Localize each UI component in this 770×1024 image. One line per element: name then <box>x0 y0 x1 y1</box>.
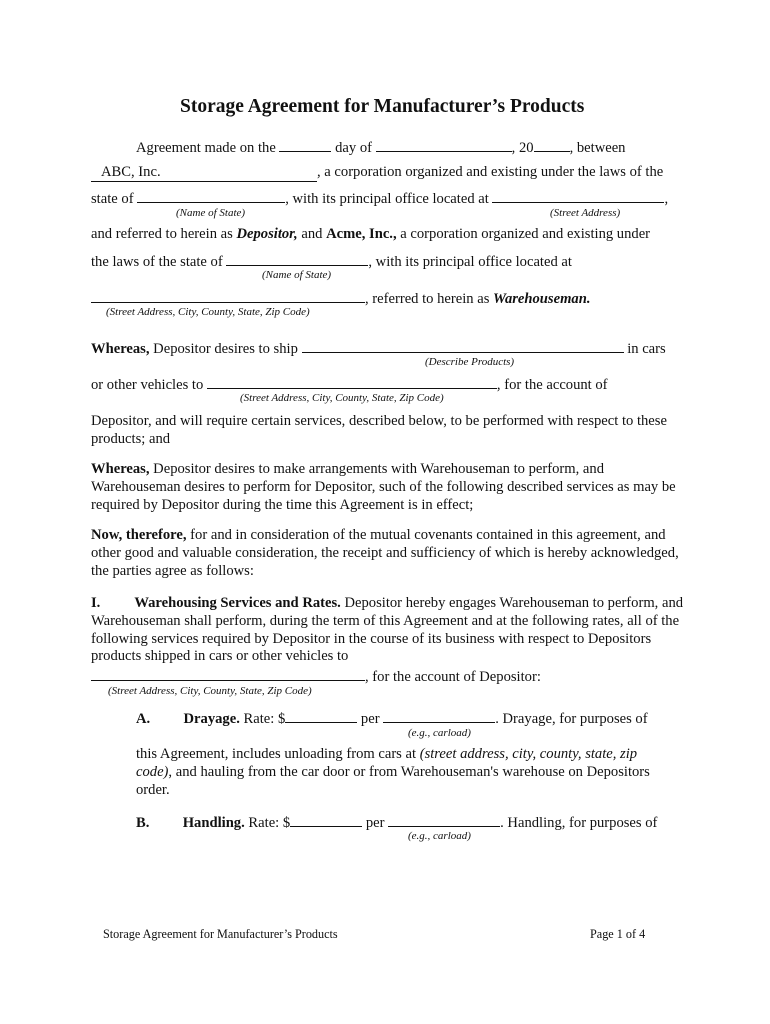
drayage-line <box>136 709 648 728</box>
whereas-label-2: Whereas, <box>91 461 150 477</box>
drayage-unit-blank[interactable] <box>383 709 495 723</box>
full-address-caption-2: (Street Address, City, County, State, Zip Code) <box>240 392 444 404</box>
section-address-line <box>91 667 541 686</box>
corporation-text-2: a corporation organized and existing under <box>400 226 651 242</box>
full-address-caption-3: (Street Address, City, County, State, Zip Code) <box>108 685 312 697</box>
drayage-tail-text: . Drayage, for purposes of <box>495 711 648 727</box>
agreement-made-label: Agreement made on the <box>136 140 276 156</box>
services-paragraph: Depositor, and will require certain services, described below, to be performed with respect to these products; and <box>91 413 667 447</box>
principal-office-label: , with its principal office located at <box>285 191 489 207</box>
comma: , <box>664 191 669 207</box>
street-address-caption: (Street Address) <box>550 207 621 219</box>
handling-rate-label: Rate: $ <box>248 815 291 831</box>
laws-line <box>91 252 572 271</box>
corporation-text: , a corporation organized and existing under the laws of the <box>317 164 664 180</box>
document-title: Storage Agreement for Manufacturer’s Products <box>180 96 585 117</box>
handling-unit-blank[interactable] <box>388 813 500 827</box>
account-depositor-text: , for the account of Depositor: <box>365 669 541 685</box>
in-cars-text: in cars <box>627 341 666 357</box>
handling-line <box>136 813 657 832</box>
state-of-label: state of <box>91 191 134 207</box>
principal-office-label-2: , with its principal office located at <box>368 254 572 270</box>
drayage-desc-b: (street address, city, county, state, zip code) <box>136 746 638 780</box>
referred-label-2: , referred to herein as <box>365 291 490 307</box>
page-number: Page 1 of 4 <box>590 927 646 941</box>
depositor-term: Depositor, <box>236 226 298 242</box>
warehouseman-name: Acme, Inc., <box>326 226 397 242</box>
referred-line <box>91 226 650 243</box>
drayage-description <box>136 746 676 799</box>
address-blank[interactable] <box>91 289 365 303</box>
products-blank[interactable] <box>302 339 624 353</box>
carload-caption-1: (e.g., carload) <box>408 727 471 739</box>
state-blank-2[interactable] <box>226 252 368 266</box>
drayage-heading: Drayage. <box>183 711 240 727</box>
account-text: , for the account of <box>496 377 608 393</box>
agreement-date-line <box>136 138 625 157</box>
ship-text: Depositor desires to ship <box>153 341 298 357</box>
handling-per-label: per <box>365 815 385 831</box>
month-blank[interactable] <box>376 138 512 152</box>
name-of-state-caption: (Name of State) <box>176 207 246 219</box>
whereas-ship-line <box>91 339 666 358</box>
now-therefore-paragraph <box>91 527 687 580</box>
year-prefix: , 20 <box>511 140 534 156</box>
now-therefore-label: Now, therefore, <box>91 527 187 543</box>
destination-blank[interactable] <box>207 375 497 389</box>
arrangements-text: Depositor desires to make arrangements with Warehouseman to perform, and Warehouseman desires to perform for Depositor, such of the following described services as may be required by Depositor during the time this Agreement is in effect; <box>91 461 676 513</box>
between-label: , between <box>569 140 626 156</box>
describe-products-caption: (Describe Products) <box>425 356 515 368</box>
day-blank[interactable] <box>279 138 331 152</box>
whereas-arrangements-paragraph <box>91 461 687 514</box>
section-one-paragraph <box>91 595 687 666</box>
whereas-label: Whereas, <box>91 341 150 357</box>
name-of-state-caption-2: (Name of State) <box>262 269 332 281</box>
laws-state-label: the laws of the state of <box>91 254 223 270</box>
section-heading: Warehousing Services and Rates. <box>134 595 341 611</box>
drayage-per-label: per <box>360 711 380 727</box>
and-label: and <box>301 226 323 242</box>
handling-tail-text: . Handling, for purposes of <box>500 815 658 831</box>
drayage-rate-label: Rate: $ <box>243 711 286 727</box>
footer-title: Storage Agreement for Manufacturer’s Products <box>103 927 338 941</box>
street-blank[interactable] <box>492 189 664 203</box>
warehouseman-term: Warehouseman. <box>493 291 591 307</box>
drayage-desc-a: this Agreement, includes unloading from cars at <box>136 746 417 762</box>
item-b-letter: B. <box>136 815 150 831</box>
drayage-desc-c: , and hauling from the car door or from Warehouseman's warehouse on Depositors order. <box>136 763 650 798</box>
consideration-text: for and in consideration of the mutual covenants contained in this agreement, and other good and valuable consideration, the receipt and sufficiency of which is hereby acknowledged, the parties agree as follows: <box>91 527 679 579</box>
depositor-name[interactable]: ABC, Inc. <box>91 164 317 182</box>
vehicles-text: or other vehicles to <box>91 377 204 393</box>
day-of-label: day of <box>335 140 373 156</box>
item-a-letter: A. <box>136 711 151 727</box>
section-number: I. <box>91 595 101 611</box>
state-office-line <box>91 189 668 208</box>
party-one-line <box>91 164 663 182</box>
section-text: Depositor hereby engages Warehouseman to perform, and Warehouseman shall perform, during the term of this Agreement and at the following rates, all of the following services required by Depositor in the course of its business with respect to Depositors products shipped in cars or other vehicles to <box>91 595 684 665</box>
carload-caption-2: (e.g., carload) <box>408 830 471 842</box>
handling-heading: Handling. <box>182 815 245 831</box>
year-blank[interactable] <box>534 138 570 152</box>
referred-label: and referred to herein as <box>91 226 233 242</box>
section-address-blank[interactable] <box>91 667 365 681</box>
drayage-rate-blank[interactable] <box>285 709 357 723</box>
full-address-caption: (Street Address, City, County, State, Zip Code) <box>106 306 310 318</box>
state-blank[interactable] <box>137 189 285 203</box>
handling-rate-blank[interactable] <box>290 813 362 827</box>
